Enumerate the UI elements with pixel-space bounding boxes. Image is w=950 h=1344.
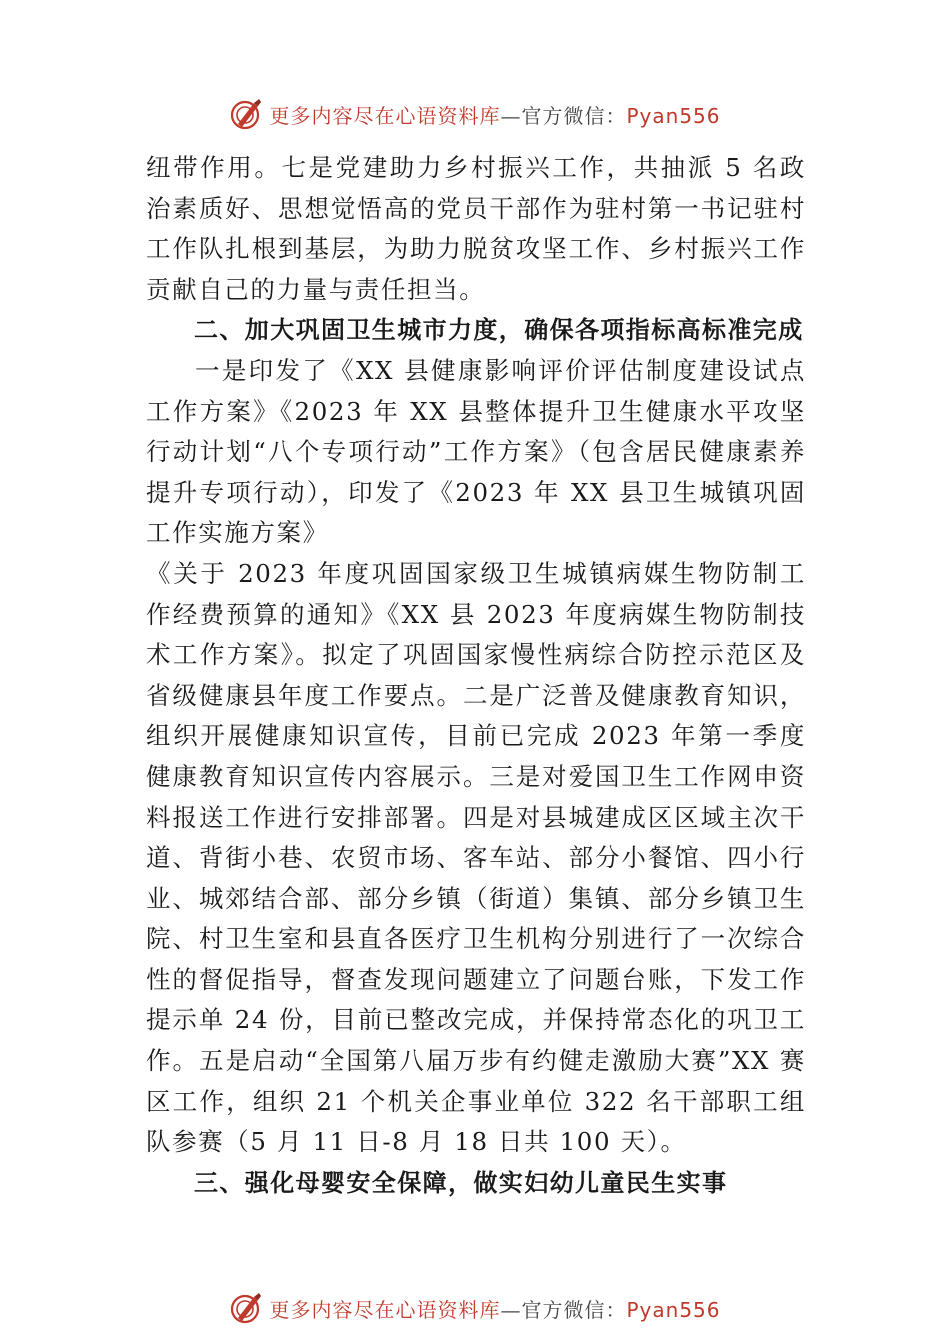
footer-banner [0,1288,950,1328]
header-banner [0,94,950,134]
header-banner-text [269,100,720,129]
section-heading-2: 二、加大巩固卫生城市力度，确保各项指标高标准完成 [194,316,804,345]
document-body [146,148,806,1203]
paragraph-section-2a: 一是印发了《XX 县健康影响评价评估制度建设试点工作方案》《2023 年 XX 县整体提升卫生健康水平攻坚行动计划“八个专项行动”工作方案》（包含居民健康素养提升专项行动），印发了《2023 年 XX 县卫生城镇巩固工作实施方案》 [146,355,806,548]
header-wechat-label: 官方微信： [521,103,627,128]
footer-dash: — [500,1297,522,1322]
section-heading-3: 三、强化母婴安全保障，做实妇幼儿童民生实事 [194,1168,728,1197]
footer-banner-text [269,1294,720,1323]
header-wechat-id: Pyan556 [626,103,721,128]
footer-wechat-label: 官方微信： [521,1297,627,1322]
paragraph-continued: 纽带作用。七是党建助力乡村振兴工作，共抽派 5 名政治素质好、思想觉悟高的党员干部作为驻村第一书记驻村工作队扎根到基层，为助力脱贫攻坚工作、乡村振兴工作贡献自己的力量与责任担当。 [146,153,806,304]
brush-logo-icon [229,97,263,131]
paragraph-section-2b: 《关于 2023 年度巩固国家级卫生城镇病媒生物防制工作经费预算的通知》《XX 县 2023 年度病媒生物防制技术工作方案》。拟定了巩固国家慢性病综合防控示范区及省级健康县年度工作要点。二是广泛普及健康教育知识，组织开展健康知识宣传，目前已完成 2023 年第一季度健康教育知识宣传内容展示。三是对爱国卫生工作网申资料报送工作进行安排部署。四是对县城建成区区域主次干道、背街小巷、农贸市场、客车站、部分小餐馆、四小行业、城郊结合部、部分乡镇（街道）集镇、部分乡镇卫生院、村卫生室和县直各医疗卫生机构分别进行了一次综合性的督促指导，督查发现问题建立了问题台账，下发工作提示单 24 份，目前已整改完成，并保持常态化的巩卫工作。五是启动“全国第八届万步有约健走激励大赛”XX 赛区工作，组织 21 个机关企事业单位 322 名干部职工组队参赛（5 月 11 日-8 月 18 日共 100 天）。 [146,558,806,1157]
brush-logo-icon [229,1291,263,1325]
footer-site-text: 更多内容尽在心语资料库 [269,1297,501,1322]
header-dash: — [500,103,522,128]
header-site-text: 更多内容尽在心语资料库 [269,103,501,128]
footer-wechat-id: Pyan556 [626,1297,721,1322]
